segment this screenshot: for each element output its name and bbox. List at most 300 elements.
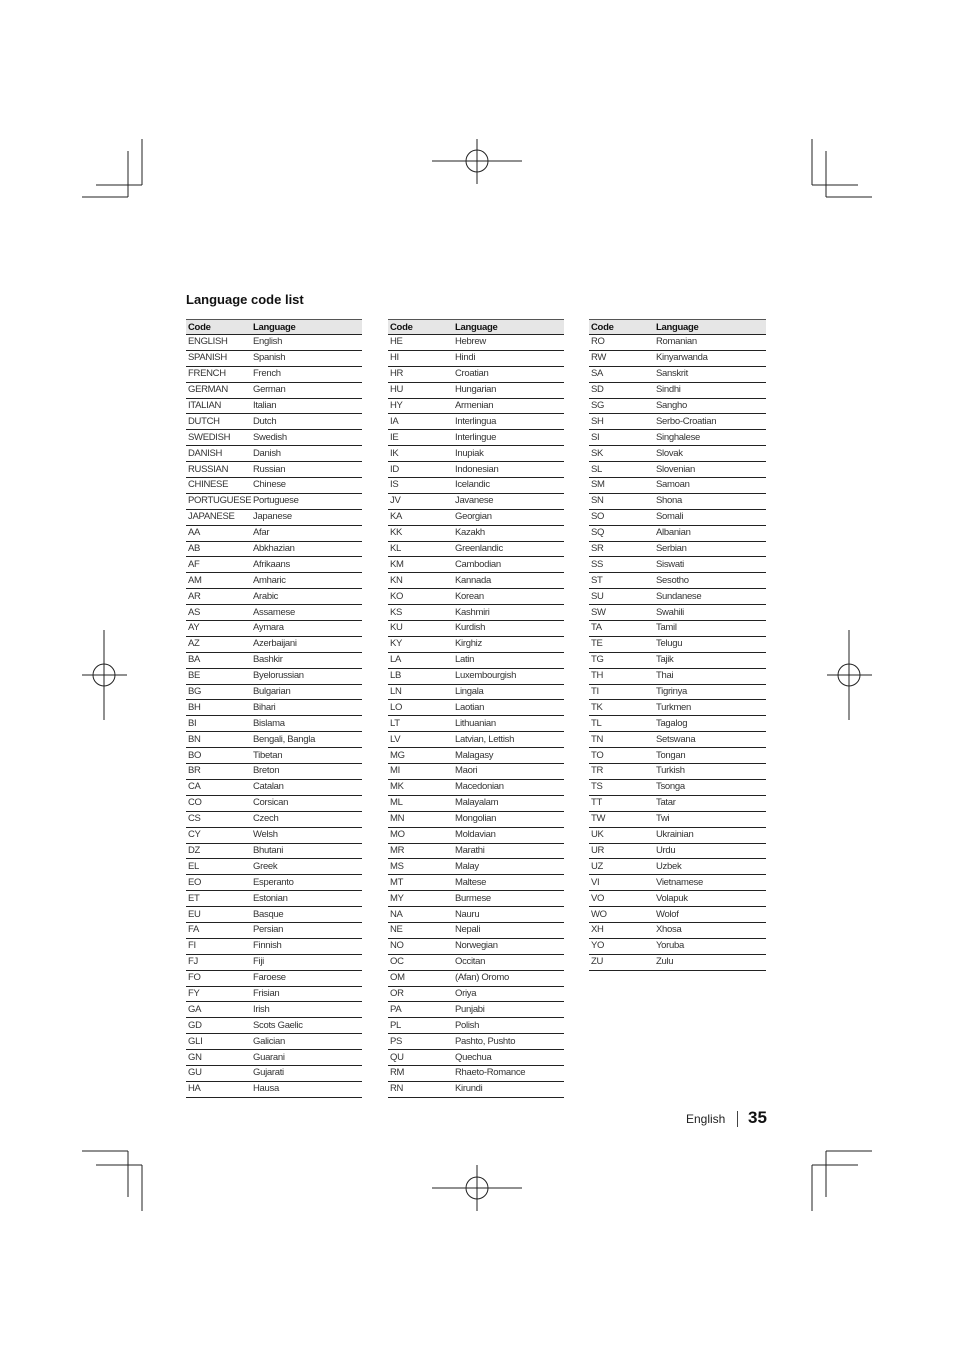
language-name: Bislama — [251, 716, 362, 732]
language-name: Luxembourgish — [453, 668, 564, 684]
language-name: Czech — [251, 811, 362, 827]
table-row — [186, 986, 362, 1002]
table-row — [589, 509, 766, 525]
language-code: LN — [388, 684, 453, 700]
language-code: IA — [388, 414, 453, 430]
table-row — [589, 907, 766, 923]
language-name: Nepali — [453, 922, 564, 938]
language-name: Lithuanian — [453, 716, 564, 732]
language-name: Irish — [251, 1002, 362, 1018]
language-code: SR — [589, 541, 654, 557]
table-row — [186, 1034, 362, 1050]
language-code: KY — [388, 636, 453, 652]
table-row — [186, 350, 362, 366]
language-code: NA — [388, 907, 453, 923]
table-row — [186, 779, 362, 795]
language-name: Inupiak — [453, 446, 564, 462]
language-code: AY — [186, 621, 251, 637]
language-code: ZU — [589, 954, 654, 970]
language-name: Interlingua — [453, 414, 564, 430]
language-code: IS — [388, 478, 453, 494]
language-code: DUTCH — [186, 414, 251, 430]
language-code: CS — [186, 811, 251, 827]
language-name: Hungarian — [453, 382, 564, 398]
page-title: Language code list — [186, 292, 304, 307]
language-name: Georgian — [453, 509, 564, 525]
table-row — [388, 1002, 564, 1018]
language-name: Maltese — [453, 875, 564, 891]
language-name: Breton — [251, 764, 362, 780]
language-code: ID — [388, 462, 453, 478]
language-name: Ukrainian — [654, 827, 766, 843]
language-name: Kirghiz — [453, 636, 564, 652]
table-row — [388, 954, 564, 970]
language-name: Tagalog — [654, 716, 766, 732]
language-code: TO — [589, 748, 654, 764]
language-code: TH — [589, 668, 654, 684]
language-code: PA — [388, 1002, 453, 1018]
language-name: Slovak — [654, 446, 766, 462]
table-row — [388, 938, 564, 954]
table-row — [589, 843, 766, 859]
table-row — [388, 668, 564, 684]
table-row — [186, 478, 362, 494]
language-code: KO — [388, 589, 453, 605]
language-name: Tajik — [654, 652, 766, 668]
language-code: RO — [589, 335, 654, 351]
table-row — [388, 350, 564, 366]
language-name: Bulgarian — [251, 684, 362, 700]
language-code: TG — [589, 652, 654, 668]
language-name: Pashto, Pushto — [453, 1034, 564, 1050]
header-code: Code — [388, 320, 453, 335]
table-row — [186, 382, 362, 398]
language-name: Rhaeto-Romance — [453, 1065, 564, 1081]
language-name: Kirundi — [453, 1081, 564, 1097]
table-row — [589, 795, 766, 811]
language-name: Moldavian — [453, 827, 564, 843]
language-name: Tamil — [654, 621, 766, 637]
table-row — [589, 938, 766, 954]
language-name: Slovenian — [654, 462, 766, 478]
language-name: Kannada — [453, 573, 564, 589]
language-code: HA — [186, 1081, 251, 1097]
table-row — [589, 398, 766, 414]
table-row — [186, 732, 362, 748]
table-row — [589, 382, 766, 398]
language-code: KL — [388, 541, 453, 557]
table-row — [388, 748, 564, 764]
language-name: Latin — [453, 652, 564, 668]
table-row — [186, 907, 362, 923]
language-code: HR — [388, 366, 453, 382]
language-name: Bhutani — [251, 843, 362, 859]
table-row — [589, 875, 766, 891]
language-name: Volapuk — [654, 891, 766, 907]
language-name: Corsican — [251, 795, 362, 811]
language-name: Estonian — [251, 891, 362, 907]
table-row — [388, 1065, 564, 1081]
language-code: AR — [186, 589, 251, 605]
language-name: Bihari — [251, 700, 362, 716]
table-row — [388, 509, 564, 525]
language-name: Norwegian — [453, 938, 564, 954]
table-row — [589, 493, 766, 509]
language-code: ENGLISH — [186, 335, 251, 351]
language-name: Tongan — [654, 748, 766, 764]
language-code-table-2 — [388, 319, 564, 1098]
table-row — [388, 573, 564, 589]
language-name: Malagasy — [453, 748, 564, 764]
table-row — [388, 732, 564, 748]
language-code: FO — [186, 970, 251, 986]
language-code: GLI — [186, 1034, 251, 1050]
header-language: Language — [453, 320, 564, 335]
table-row — [186, 875, 362, 891]
table-row — [589, 732, 766, 748]
language-code: BO — [186, 748, 251, 764]
table-row — [186, 764, 362, 780]
table-row — [388, 446, 564, 462]
language-code: DZ — [186, 843, 251, 859]
table-row — [186, 843, 362, 859]
language-name: Sanskrit — [654, 366, 766, 382]
table-row — [186, 509, 362, 525]
language-code: KA — [388, 509, 453, 525]
language-code: CY — [186, 827, 251, 843]
language-code: KU — [388, 621, 453, 637]
table-row — [388, 478, 564, 494]
table-row — [186, 859, 362, 875]
language-code: MN — [388, 811, 453, 827]
language-code: LA — [388, 652, 453, 668]
language-name: German — [251, 382, 362, 398]
language-code: CO — [186, 795, 251, 811]
table-row — [388, 700, 564, 716]
language-name: Greek — [251, 859, 362, 875]
language-code: GA — [186, 1002, 251, 1018]
table-row — [388, 382, 564, 398]
language-code: TS — [589, 779, 654, 795]
language-name: Somali — [654, 509, 766, 525]
table-row — [388, 398, 564, 414]
table-row — [186, 795, 362, 811]
language-code: AM — [186, 573, 251, 589]
language-code: BN — [186, 732, 251, 748]
language-name: English — [251, 335, 362, 351]
language-name: Persian — [251, 922, 362, 938]
language-name: Chinese — [251, 478, 362, 494]
language-name: Setswana — [654, 732, 766, 748]
language-name: Assamese — [251, 605, 362, 621]
table-row — [388, 557, 564, 573]
table-row — [186, 430, 362, 446]
language-code: ET — [186, 891, 251, 907]
language-code: SK — [589, 446, 654, 462]
table-row — [589, 859, 766, 875]
language-code: FY — [186, 986, 251, 1002]
language-code: LV — [388, 732, 453, 748]
language-name: Korean — [453, 589, 564, 605]
language-name: Vietnamese — [654, 875, 766, 891]
language-name: Afrikaans — [251, 557, 362, 573]
language-code-table-3 — [589, 319, 766, 971]
language-name: Polish — [453, 1018, 564, 1034]
language-code: MK — [388, 779, 453, 795]
language-name: Macedonian — [453, 779, 564, 795]
language-code: GN — [186, 1050, 251, 1066]
language-name: Oriya — [453, 986, 564, 1002]
language-code: ST — [589, 573, 654, 589]
language-name: Welsh — [251, 827, 362, 843]
language-code: TT — [589, 795, 654, 811]
language-name: Laotian — [453, 700, 564, 716]
language-code: JAPANESE — [186, 509, 251, 525]
language-name: Arabic — [251, 589, 362, 605]
language-code: CA — [186, 779, 251, 795]
language-code: BH — [186, 700, 251, 716]
language-name: Icelandic — [453, 478, 564, 494]
language-code-table-1 — [186, 319, 362, 1098]
language-name: French — [251, 366, 362, 382]
language-code: BE — [186, 668, 251, 684]
language-code: TL — [589, 716, 654, 732]
language-name: Amharic — [251, 573, 362, 589]
table-row — [388, 922, 564, 938]
table-row — [589, 779, 766, 795]
language-code: EU — [186, 907, 251, 923]
table-row — [186, 938, 362, 954]
table-row — [388, 525, 564, 541]
table-row — [186, 1065, 362, 1081]
header-language: Language — [654, 320, 766, 335]
table-row — [388, 541, 564, 557]
language-name: Sindhi — [654, 382, 766, 398]
language-code: MI — [388, 764, 453, 780]
table-row — [589, 700, 766, 716]
language-code: EO — [186, 875, 251, 891]
table-row — [186, 1018, 362, 1034]
table-row — [589, 811, 766, 827]
language-name: Javanese — [453, 493, 564, 509]
language-code: KN — [388, 573, 453, 589]
language-code: LB — [388, 668, 453, 684]
language-code: SA — [589, 366, 654, 382]
table-row — [589, 478, 766, 494]
table-row — [186, 557, 362, 573]
language-name: Galician — [251, 1034, 362, 1050]
language-name: Hausa — [251, 1081, 362, 1097]
table-row — [186, 366, 362, 382]
language-code: KK — [388, 525, 453, 541]
language-code: GU — [186, 1065, 251, 1081]
language-code: BI — [186, 716, 251, 732]
language-code: WO — [589, 907, 654, 923]
language-code: OR — [388, 986, 453, 1002]
language-code: MT — [388, 875, 453, 891]
table-row — [589, 652, 766, 668]
language-code: SH — [589, 414, 654, 430]
language-code: HU — [388, 382, 453, 398]
language-name: Frisian — [251, 986, 362, 1002]
language-code: MR — [388, 843, 453, 859]
table-row — [589, 573, 766, 589]
language-code: PS — [388, 1034, 453, 1050]
table-row — [186, 668, 362, 684]
table-row — [186, 605, 362, 621]
table-row — [388, 1050, 564, 1066]
language-name: Guarani — [251, 1050, 362, 1066]
language-code: SW — [589, 605, 654, 621]
language-name: Byelorussian — [251, 668, 362, 684]
language-code: XH — [589, 922, 654, 938]
language-name: Sesotho — [654, 573, 766, 589]
table-row — [186, 462, 362, 478]
language-name: Mongolian — [453, 811, 564, 827]
table-row — [589, 446, 766, 462]
table-row — [186, 525, 362, 541]
table-row — [388, 811, 564, 827]
table-row — [589, 668, 766, 684]
table-row — [186, 1050, 362, 1066]
table-row — [589, 350, 766, 366]
language-code: FA — [186, 922, 251, 938]
language-name: Basque — [251, 907, 362, 923]
language-name: Aymara — [251, 621, 362, 637]
language-code: MG — [388, 748, 453, 764]
language-name: Turkish — [654, 764, 766, 780]
table-row — [388, 716, 564, 732]
table-row — [388, 652, 564, 668]
language-name: Tsonga — [654, 779, 766, 795]
language-name: Malayalam — [453, 795, 564, 811]
language-name: Spanish — [251, 350, 362, 366]
table-row — [186, 891, 362, 907]
table-row — [388, 827, 564, 843]
language-code: HY — [388, 398, 453, 414]
table-row — [589, 335, 766, 351]
table-row — [388, 1034, 564, 1050]
language-name: Wolof — [654, 907, 766, 923]
language-name: Serbo-Croatian — [654, 414, 766, 430]
table-row — [388, 795, 564, 811]
language-name: Armenian — [453, 398, 564, 414]
language-name: Croatian — [453, 366, 564, 382]
table-row — [388, 1081, 564, 1097]
language-name: Singhalese — [654, 430, 766, 446]
language-code: SL — [589, 462, 654, 478]
table-row — [589, 748, 766, 764]
language-name: Punjabi — [453, 1002, 564, 1018]
language-code: MS — [388, 859, 453, 875]
language-name: Hindi — [453, 350, 564, 366]
language-code: OM — [388, 970, 453, 986]
language-name: Gujarati — [251, 1065, 362, 1081]
table-row — [186, 398, 362, 414]
language-code: SM — [589, 478, 654, 494]
language-code: HE — [388, 335, 453, 351]
language-code: LT — [388, 716, 453, 732]
table-row — [388, 891, 564, 907]
table-row — [186, 970, 362, 986]
language-name: Greenlandic — [453, 541, 564, 557]
language-name: Tatar — [654, 795, 766, 811]
language-code: QU — [388, 1050, 453, 1066]
language-code: SPANISH — [186, 350, 251, 366]
language-code: NO — [388, 938, 453, 954]
table-row — [589, 621, 766, 637]
language-name: Swedish — [251, 430, 362, 446]
language-code: TR — [589, 764, 654, 780]
language-name: Turkmen — [654, 700, 766, 716]
language-name: Nauru — [453, 907, 564, 923]
language-code: LO — [388, 700, 453, 716]
language-name: Interlingue — [453, 430, 564, 446]
table-row — [186, 827, 362, 843]
header-code: Code — [186, 320, 251, 335]
language-name: Occitan — [453, 954, 564, 970]
table-row — [388, 907, 564, 923]
table-row — [388, 430, 564, 446]
table-row — [186, 811, 362, 827]
language-name: Dutch — [251, 414, 362, 430]
language-name: Zulu — [654, 954, 766, 970]
language-name: Azerbaijani — [251, 636, 362, 652]
language-name: Serbian — [654, 541, 766, 557]
table-row — [589, 891, 766, 907]
table-row — [388, 1018, 564, 1034]
language-code: IK — [388, 446, 453, 462]
language-name: Sundanese — [654, 589, 766, 605]
table-row — [388, 970, 564, 986]
language-name: Bengali, Bangla — [251, 732, 362, 748]
language-name: Sangho — [654, 398, 766, 414]
table-row — [388, 605, 564, 621]
table-row — [589, 414, 766, 430]
language-name: Fiji — [251, 954, 362, 970]
language-code: TK — [589, 700, 654, 716]
language-code: EL — [186, 859, 251, 875]
table-row — [186, 335, 362, 351]
language-code: AF — [186, 557, 251, 573]
language-name: Urdu — [654, 843, 766, 859]
language-code: VO — [589, 891, 654, 907]
table-row — [186, 621, 362, 637]
table-row — [388, 621, 564, 637]
language-code: TN — [589, 732, 654, 748]
table-row — [186, 446, 362, 462]
language-name: (Afan) Oromo — [453, 970, 564, 986]
language-name: Latvian, Lettish — [453, 732, 564, 748]
language-name: Catalan — [251, 779, 362, 795]
page-number: 35 — [748, 1108, 767, 1127]
language-name: Scots Gaelic — [251, 1018, 362, 1034]
language-name: Kurdish — [453, 621, 564, 637]
language-name: Afar — [251, 525, 362, 541]
language-code: AB — [186, 541, 251, 557]
language-name: Portuguese — [251, 493, 362, 509]
table-row — [388, 589, 564, 605]
language-code: UK — [589, 827, 654, 843]
language-code: UZ — [589, 859, 654, 875]
language-name: Malay — [453, 859, 564, 875]
table-row — [388, 875, 564, 891]
language-name: Tigrinya — [654, 684, 766, 700]
header-language: Language — [251, 320, 362, 335]
language-code: AS — [186, 605, 251, 621]
language-name: Finnish — [251, 938, 362, 954]
language-code: NE — [388, 922, 453, 938]
